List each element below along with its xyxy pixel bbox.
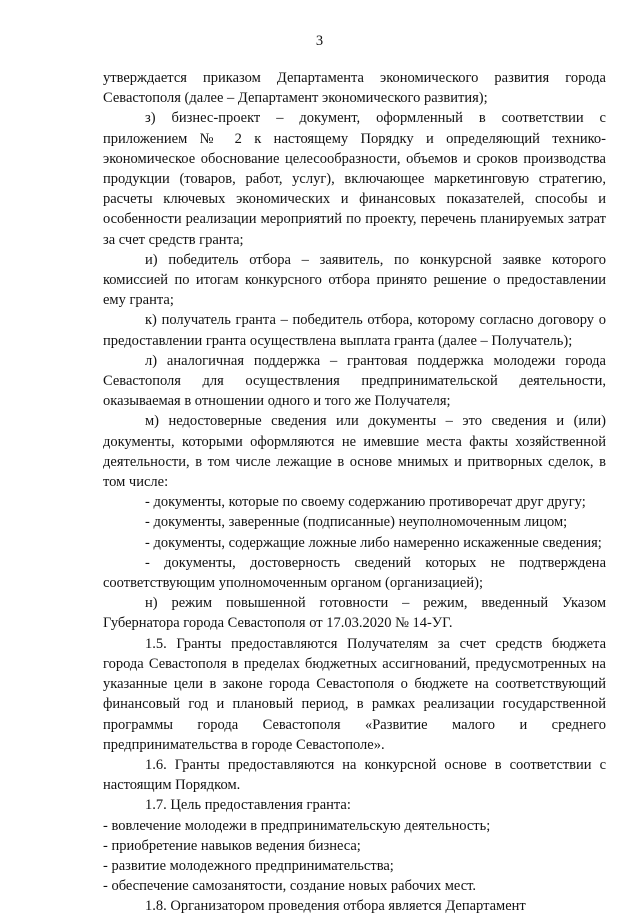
paragraph-definition-n: н) режим повышенной готовности – режим, введенный Указом Губернатора города Севастополя от 17.03.2020 № 14-УГ. bbox=[103, 595, 606, 632]
list-item: - вовлечение молодежи в предпринимательскую деятельность; bbox=[103, 817, 491, 834]
list-item: - обеспечение самозанятости, создание новых рабочих мест. bbox=[103, 878, 477, 895]
list-item: - документы, содержащие ложные либо намеренно искаженные сведения; bbox=[145, 534, 602, 551]
list-item: - развитие молодежного предпринимательства; bbox=[103, 857, 394, 874]
paragraph-1-6: 1.6. Гранты предоставляются на конкурсной основе в соответствии с настоящим Порядком. bbox=[103, 756, 606, 794]
paragraph-definition-m: м) недостоверные сведения или документы – это сведения и (или) документы, которыми оформляются не имевшие места факты хозяйственной деятельности, в том числе лежащие в основе мнимых и притворных сделок, в том числе: bbox=[103, 413, 606, 491]
paragraph-definition-z: з) бизнес-проект – документ, оформленный в соответствии с приложением № 2 к настоящему Порядку и определяющий технико-экономическое обоснование целесообразности, объемов и сроков производства продукции (товаров, работ, услуг), включающее маркетинговую стратегию, расчеты ключевых экономических и финансовых показателей, способы и особенности реализации мероприятий по проекту, перечень планируемых затрат за счет средств гранта; bbox=[103, 110, 606, 248]
paragraph-1-5: 1.5. Гранты предоставляются Получателям за счет средств бюджета города Севастополя в пределах бюджетных ассигнований, предусмотренных на указанные цели в законе города Севастополя о бюджете на соответствующий финансовый год и плановый период, в рамках реализации государственной программы города Севастополя «Развитие малого и среднего предпринимательства в городе Севастополе». bbox=[103, 635, 606, 753]
document-body bbox=[103, 68, 606, 917]
paragraph-definition-l: л) аналогичная поддержка – грантовая поддержка молодежи города Севастополя для осуществления предпринимательской деятельности, оказываемая в отношении одного и того же Получателя; bbox=[103, 352, 606, 410]
list-item: - приобретение навыков ведения бизнеса; bbox=[103, 837, 361, 854]
list-item: - документы, заверенные (подписанные) неуполномоченным лицом; bbox=[145, 514, 568, 531]
paragraph-definition-k: к) получатель гранта – победитель отбора, которому согласно договору о предоставлении гранта осуществлена выплата гранта (далее – Получатель); bbox=[103, 312, 606, 349]
paragraph-continuation: утверждается приказом Департамента экономического развития города Севастополя (далее – Департамент экономического развития); bbox=[103, 70, 606, 107]
list-item: - документы, достоверность сведений которых не подтверждена соответствующим уполномоченным органом (организацией); bbox=[103, 554, 606, 592]
page-number: 3 bbox=[315, 33, 324, 49]
list-item: - документы, которые по своему содержанию противоречат друг другу; bbox=[145, 494, 586, 511]
paragraph-definition-i: и) победитель отбора – заявитель, по конкурсной заявке которого комиссией по итогам конкурсного отбора принято решение о предоставлении ему гранта; bbox=[103, 251, 606, 309]
paragraph-1-8: 1.8. Организатором проведения отбора является Департамент bbox=[145, 898, 526, 915]
paragraph-1-7: 1.7. Цель предоставления гранта: bbox=[145, 797, 351, 814]
